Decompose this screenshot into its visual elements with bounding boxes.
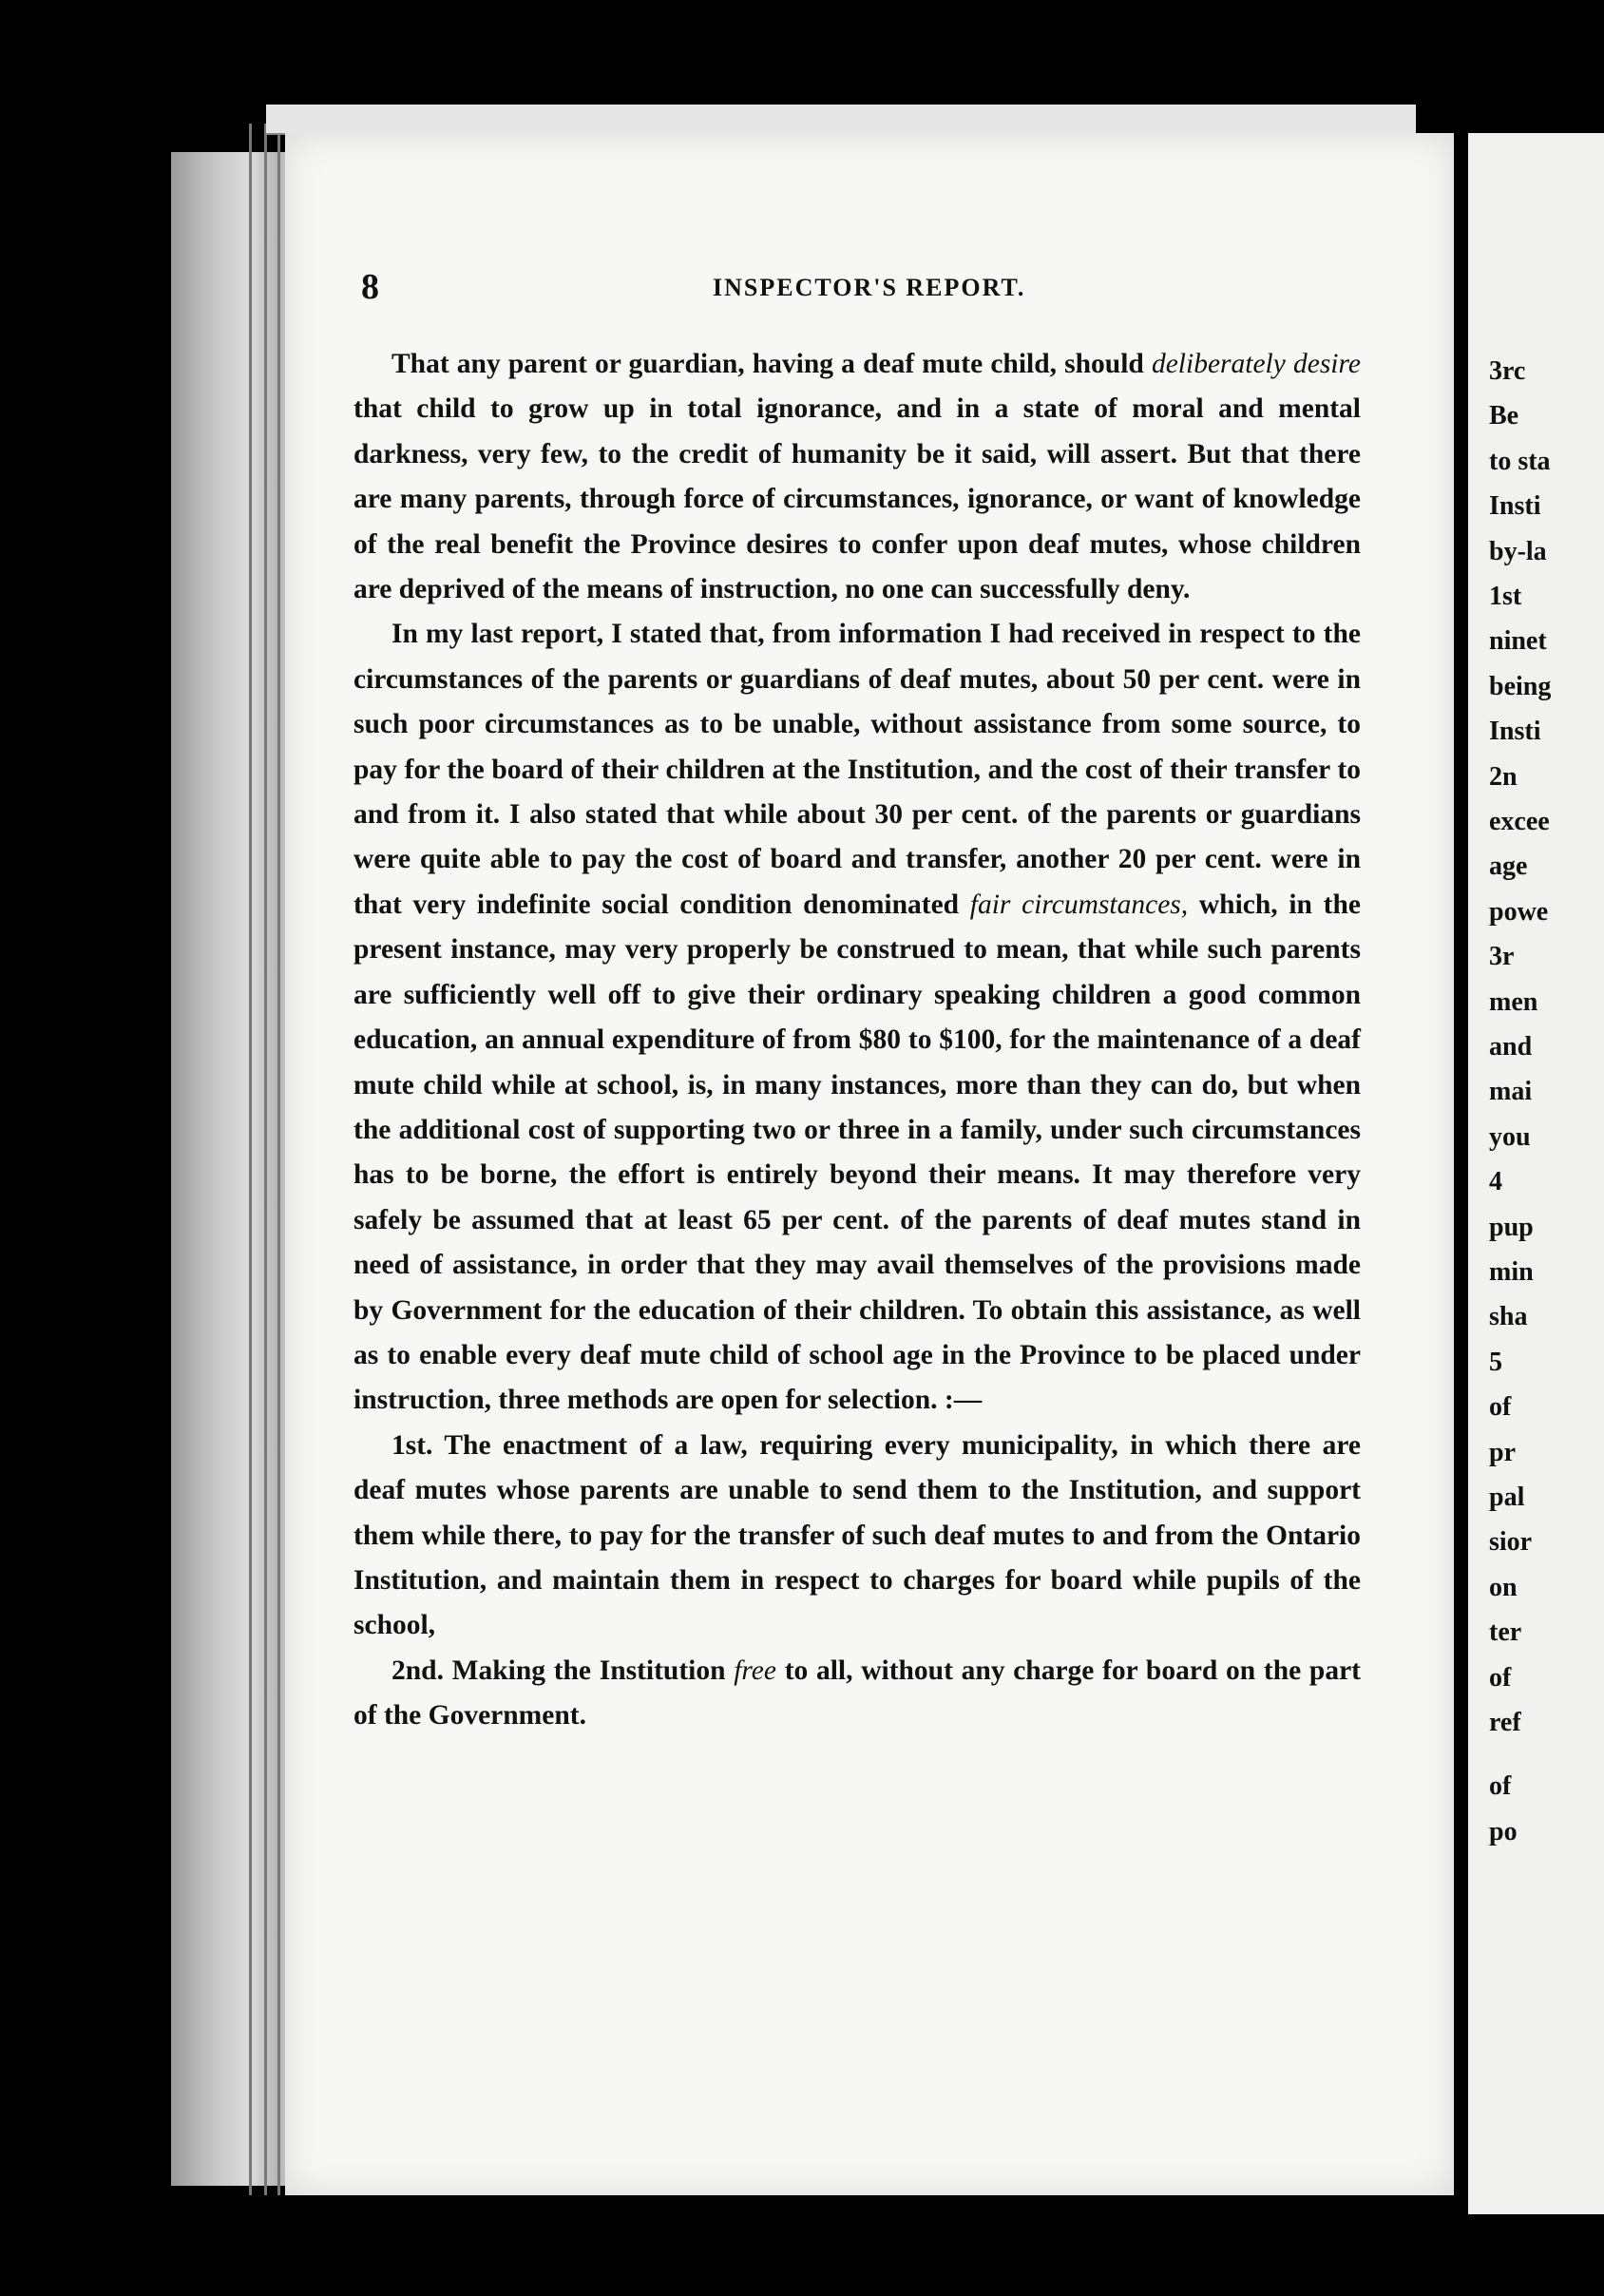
italic-text: fair circumstances, <box>969 889 1189 920</box>
facing-page-fragment: 5 <box>1489 1347 1502 1377</box>
page-number: 8 <box>361 267 379 307</box>
paragraph <box>353 1649 1361 1739</box>
paragraph <box>353 1424 1361 1649</box>
facing-page-fragment: pup <box>1489 1212 1534 1242</box>
italic-text: deliberately desire <box>1151 349 1361 379</box>
facing-page-fragment: men <box>1489 986 1538 1017</box>
paragraph-text: which, in the present instance, may very properly be construed to mean, that while such parents are sufficiently well off to give their ordinary speaking children a good common education, an annual expenditure of from $80 to $100, for the maintenance of a deaf mute child while at school, is, in many instances, more than they can do, but when the additional cost of supporting two or three in a family, under such circumstances has to be borne, the effort is entirely beyond their means. It may therefore very safely be assumed that at least 65 per cent. of the parents of deaf mutes stand in need of assistance, in order that they may avail themselves of the provisions made by Government for the education of their children. To obtain this assistance, as well as to enable every deaf mute child of school age in the Province to be placed under instruction, three methods are open for selection. :— <box>353 889 1361 1416</box>
facing-page-fragment: age <box>1489 851 1528 882</box>
facing-page-fragment: of <box>1489 1662 1512 1693</box>
facing-page <box>1468 133 1604 2214</box>
paragraph-text: 2nd. Making the Institution <box>391 1655 735 1686</box>
facing-page-fragment: powe <box>1489 896 1549 927</box>
facing-page-fragment: and <box>1489 1032 1533 1062</box>
paragraph-text: That any parent or guardian, having a deaf mute child, should <box>391 349 1152 379</box>
paragraph <box>353 612 1361 1423</box>
page-top-edge <box>266 105 1416 135</box>
facing-page-fragment: by-la <box>1489 536 1547 566</box>
binding-line <box>249 124 252 2195</box>
facing-page-fragment: 1st <box>1489 582 1522 611</box>
facing-page-fragment: being <box>1489 671 1552 701</box>
facing-page-fragment: sior <box>1489 1527 1533 1558</box>
facing-page-fragment: sha <box>1489 1302 1528 1332</box>
facing-page-fragment: ter <box>1489 1617 1522 1648</box>
paragraph-text: to all, without any charge for board on the part of the Government. <box>353 1655 1361 1732</box>
facing-page-fragment: of <box>1489 1771 1512 1802</box>
page-body <box>353 342 1361 1739</box>
facing-page-fragment: 3r <box>1489 942 1515 972</box>
facing-page-fragment: 3rc <box>1489 356 1526 386</box>
facing-page-fragment: Insti <box>1489 717 1541 747</box>
paragraph-text: that child to grow up in total ignorance, and in a state of moral and mental darkness, very few, to the credit of humanity be it said, will assert. But that there are many parents, through force of circumstances, ignorance, or want of knowledge of the real benefit the Province desires to confer upon deaf mutes, whose children are deprived of the means of instruction, no one can successfully deny. <box>353 393 1361 605</box>
paragraph-text: 1st. The enactment of a law, requiring every municipality, in which there are deaf mutes whose parents are unable to send them to the Institution, and support them while there, to pay for the transfer of such deaf mutes to and from the Ontario Institution, and maintain them in respect to charges for board while pupils of the school, <box>353 1429 1361 1641</box>
facing-page-fragment: 2n <box>1489 761 1518 792</box>
facing-page-fragment: Insti <box>1489 491 1541 522</box>
italic-text: free <box>734 1655 776 1686</box>
running-head: INSPECTOR'S REPORT. <box>713 274 1026 301</box>
facing-page-fragment: to sta <box>1489 446 1551 476</box>
paragraph-text: In my last report, I stated that, from information I had received in respect to the circumstances of the parents or guardians of deaf mutes, about 50 per cent. were in such poor circumstances as to be unable, without assistance from some source, to pay for the board of their children at the Institution, and the cost of their transfer to and from it. I also stated that while about 30 per cent. of the parents or guardians were quite able to pay the cost of board and transfer, another 20 per cent. were in that very indefinite social condition denominated <box>353 619 1361 920</box>
paragraph <box>353 342 1361 612</box>
facing-page-fragment: pal <box>1489 1483 1525 1512</box>
facing-page-fragment: Be <box>1489 401 1519 431</box>
facing-page-fragment: mai <box>1489 1077 1533 1107</box>
page-header <box>361 266 1359 314</box>
binding-line <box>277 124 280 2195</box>
facing-page-fragment: on <box>1489 1572 1518 1602</box>
facing-page-fragment: po <box>1489 1816 1518 1846</box>
facing-page-fragment: you <box>1489 1121 1531 1152</box>
facing-page-fragment: of <box>1489 1392 1512 1423</box>
facing-page-fragment: min <box>1489 1257 1534 1287</box>
facing-page-fragment: 4 <box>1489 1167 1502 1197</box>
facing-page-fragment: ref <box>1489 1708 1521 1737</box>
facing-page-fragment: pr <box>1489 1437 1516 1467</box>
binding-line <box>264 124 267 2195</box>
facing-page-fragment: excee <box>1489 807 1550 836</box>
facing-page-fragment: ninet <box>1489 626 1547 657</box>
